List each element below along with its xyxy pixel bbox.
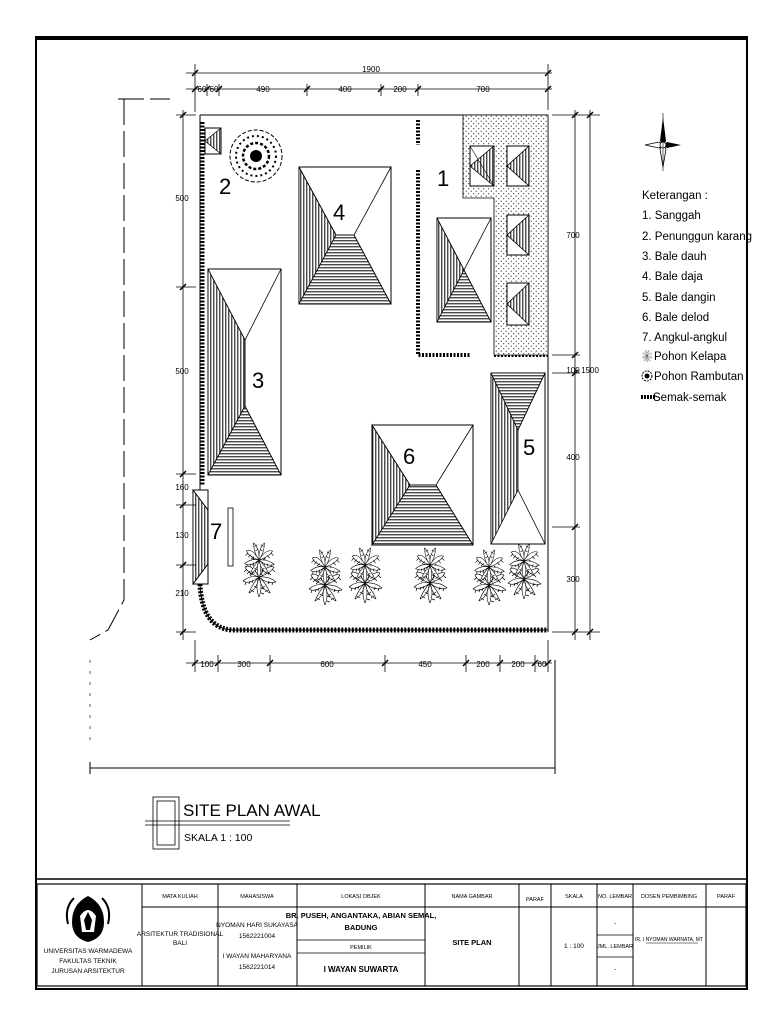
dim-bottom-1: 100 xyxy=(200,660,214,669)
building-bale-dangin xyxy=(491,373,545,544)
dim-bottom-7: 60 xyxy=(537,660,547,669)
legend-symbol-2: Pohon Rambutan xyxy=(654,371,744,383)
dim-right-1: 700 xyxy=(566,231,580,240)
drawing-title: SITE PLAN AWAL xyxy=(183,801,321,820)
total-sheets-value: - xyxy=(613,966,617,973)
institution-line-2: FAKULTAS TEKNIK xyxy=(59,958,117,965)
shrine-2 xyxy=(507,146,529,186)
dim-top-2: 60 xyxy=(209,85,219,94)
header-location: LOKASI OBJEK xyxy=(341,894,381,900)
student-2-name: I WAYAN MAHARYANA xyxy=(222,953,292,960)
header-students: MAHASISWA xyxy=(240,894,274,900)
dim-bottom-5: 200 xyxy=(476,660,490,669)
legend-item-6: 6. Bale delod xyxy=(642,312,710,324)
building-sanggah-bale xyxy=(437,218,491,322)
dim-bottom-2: 300 xyxy=(237,660,251,669)
north-arrow-icon xyxy=(645,113,681,171)
course-line-1: ARSITEKTUR TRADISIONAL xyxy=(136,931,224,938)
shrine-1 xyxy=(470,146,494,186)
dim-left-1: 500 xyxy=(175,194,189,203)
legend-item-4: 4. Bale daja xyxy=(642,271,703,283)
dim-right-3: 1500 xyxy=(581,366,599,375)
owner-name: I WAYAN SUWARTA xyxy=(323,965,399,974)
road-edge xyxy=(90,99,170,640)
legend-item-2: 2. Penunggun karang xyxy=(642,231,752,243)
dim-bottom-4: 450 xyxy=(418,660,432,669)
scale-value: 1 : 100 xyxy=(564,943,584,950)
building-label-4: 4 xyxy=(333,200,346,225)
dim-right-5: 300 xyxy=(566,575,580,584)
shrine-3 xyxy=(507,215,529,255)
drawing-scale: SKALA 1 : 100 xyxy=(184,832,253,844)
building-bale-daja xyxy=(299,167,391,304)
penunggun-karang-shrine xyxy=(205,128,221,154)
building-label-1: 1 xyxy=(437,166,450,191)
dim-top-1: 60 xyxy=(197,85,207,94)
dim-bottom-3: 600 xyxy=(320,660,334,669)
header-scale: SKALA xyxy=(565,894,583,900)
site-plan-drawing xyxy=(90,64,600,774)
legend-item-7: 7. Angkul-angkul xyxy=(642,332,728,344)
dim-right-2: 100 xyxy=(566,366,580,375)
legend xyxy=(641,190,752,404)
legend-symbol-3: Semak-semak xyxy=(653,392,727,404)
dim-bottom-6: 200 xyxy=(511,660,525,669)
legend-symbol-1: Pohon Kelapa xyxy=(654,351,727,363)
student-2-nim: 1562221014 xyxy=(238,964,276,971)
header-supervisor: DOSEN PEMBIMBING xyxy=(640,894,698,900)
building-label-6: 6 xyxy=(403,444,416,469)
sheet-no-value: - xyxy=(613,920,617,927)
student-1-name: NYOMAN HARI SUKAYASA xyxy=(216,922,298,929)
total-sheets-label: JML. LEMBAR xyxy=(596,944,634,950)
dim-top-6: 700 xyxy=(476,85,490,94)
coconut-palm-row xyxy=(243,543,541,605)
header-paraf-2: PARAF xyxy=(717,894,735,900)
supervisor-name: IR. I NYOMAN WARNATA, MT xyxy=(635,937,703,943)
coconut-palm-icon xyxy=(642,350,652,362)
building-label-3: 3 xyxy=(252,368,265,393)
building-bale-delod xyxy=(372,425,473,545)
dim-left-3: 160 xyxy=(175,483,189,492)
header-sheet-no: NO. LEMBAR xyxy=(598,894,632,900)
drawing-name: SITE PLAN xyxy=(452,938,492,947)
course-line-2: BALI xyxy=(172,940,188,947)
header-drawing: NAMA GAMBAR xyxy=(451,894,493,900)
dim-left-4: 130 xyxy=(175,531,189,540)
location-line-2: BADUNG xyxy=(344,923,378,932)
legend-item-1: 1. Sanggah xyxy=(642,210,701,222)
legend-item-3: 3. Bale dauh xyxy=(642,251,707,263)
student-1-nim: 1562221004 xyxy=(238,933,276,940)
building-label-5: 5 xyxy=(523,435,536,460)
rambutan-tree xyxy=(230,130,282,182)
university-logo-icon xyxy=(67,896,109,942)
owner-label: PEMILIK xyxy=(350,945,372,951)
dim-left-5: 210 xyxy=(175,589,189,598)
dim-right-4: 400 xyxy=(566,453,580,462)
building-label-2: 2 xyxy=(219,174,232,199)
dim-top-4: 400 xyxy=(338,85,352,94)
building-label-7: 7 xyxy=(210,519,223,544)
legend-item-5: 5. Bale dangin xyxy=(642,292,716,304)
institution-line-3: JURUSAN ARSITEKTUR xyxy=(51,968,125,975)
building-bale-dauh xyxy=(208,269,281,475)
drawing-title-block xyxy=(145,797,321,849)
legend-title: Keterangan : xyxy=(642,190,708,202)
dim-left-2: 500 xyxy=(175,367,189,376)
header-paraf: PARAF xyxy=(526,897,544,903)
header-course: MATA KULIAH xyxy=(162,894,198,900)
location-line-1: BR. PUSEH, ANGANTAKA, ABIAN SEMAL, xyxy=(285,911,437,920)
rambutan-tree-icon xyxy=(642,371,652,381)
dim-top-total: 1900 xyxy=(362,65,380,74)
dim-top-3: 490 xyxy=(256,85,270,94)
dim-top-5: 200 xyxy=(393,85,407,94)
shrine-4 xyxy=(507,283,529,325)
institution-line-1: UNIVERSITAS WARMADEWA xyxy=(43,948,133,955)
